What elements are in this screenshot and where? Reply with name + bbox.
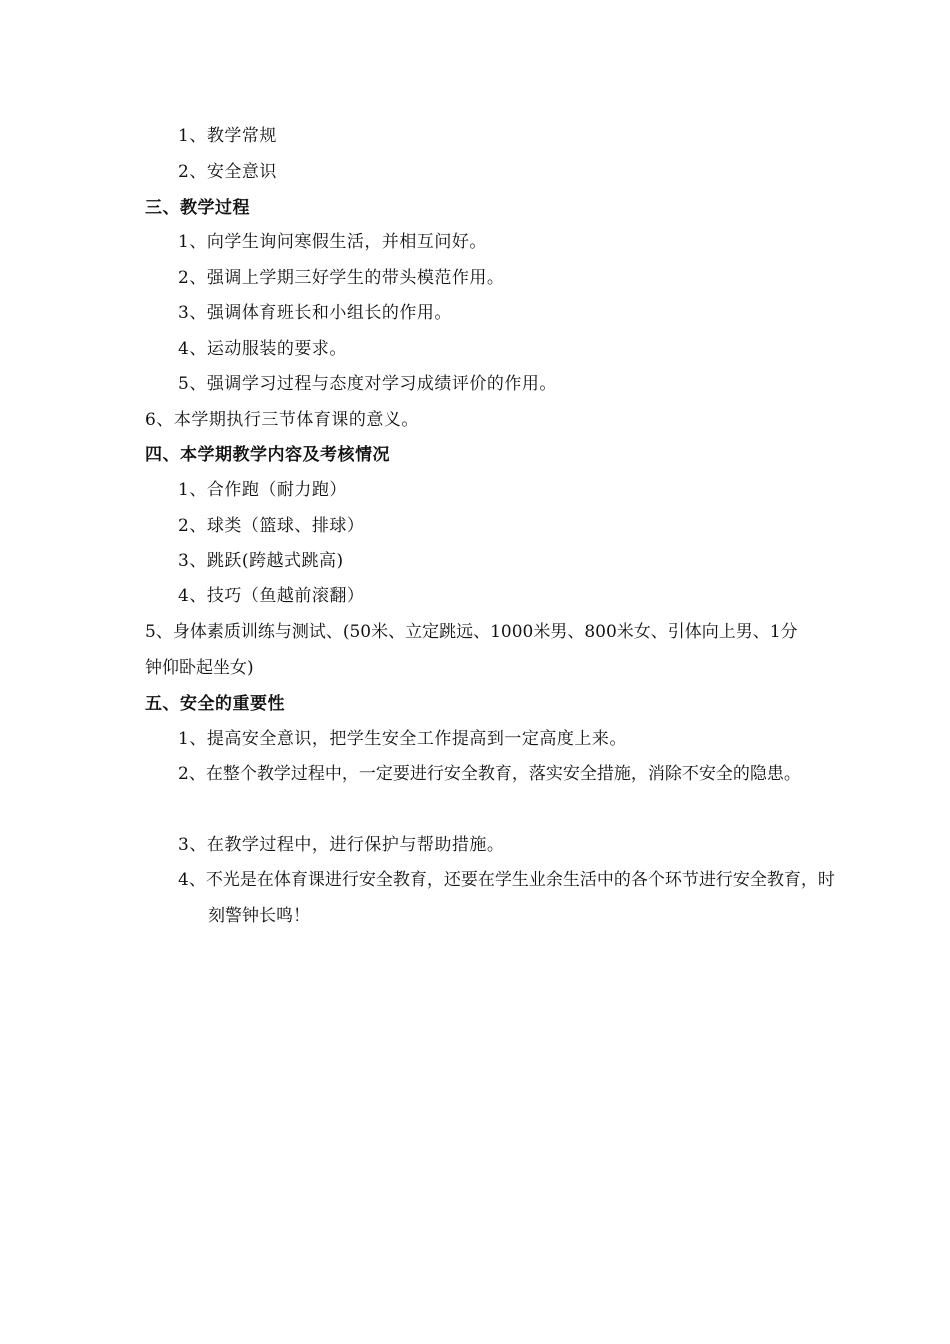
section5-item-1: 1、提高安全意识，把学生安全工作提高到一定高度上来。 (178, 729, 627, 749)
section5-heading: 五、安全的重要性 (145, 694, 285, 714)
section4-item-4: 4、技巧（鱼越前滚翻） (178, 586, 365, 606)
section2-item-1: 1、教学常规 (178, 126, 277, 146)
section5-item-2: 2、在整个教学过程中，一定要进行安全教育，落实安全措施，消除不安全的隐患。 (178, 764, 801, 784)
section5-item-4: 4、不光是在体育课进行安全教育，还要在学生业余生活中的各个环节进行安全教育，时刻警钟长鸣！ (178, 870, 835, 926)
section3-item-2: 2、强调上学期三好学生的带头模范作用。 (178, 268, 505, 288)
section5-item-3: 3、在教学过程中，进行保护与帮助措施。 (178, 835, 505, 855)
section3-item-4: 4、运动服装的要求。 (178, 339, 347, 359)
section4-item-3: 3、跳跃(跨越式跳高) (178, 551, 344, 571)
section3-item-5: 5、强调学习过程与态度对学习成绩评价的作用。 (178, 374, 557, 394)
section3-item-6: 6、本学期执行三节体育课的意义。 (145, 410, 419, 430)
section3-item-1: 1、向学生询问寒假生活，并相互问好。 (178, 232, 487, 252)
section3-item-3: 3、强调体育班长和小组长的作用。 (178, 303, 452, 323)
section2-item-2: 2、安全意识 (178, 162, 277, 182)
section3-heading: 三、教学过程 (145, 198, 250, 218)
section4-item-1: 1、合作跑（耐力跑） (178, 480, 347, 500)
section4-item-2: 2、球类（篮球、排球） (178, 516, 365, 536)
section4-heading: 四、本学期教学内容及考核情况 (145, 445, 390, 465)
section4-item-5: 5、身体素质训练与测试、(50米、立定跳远、1000米男、800米女、引体向上男、1分钟仰卧起坐女) (145, 622, 798, 678)
